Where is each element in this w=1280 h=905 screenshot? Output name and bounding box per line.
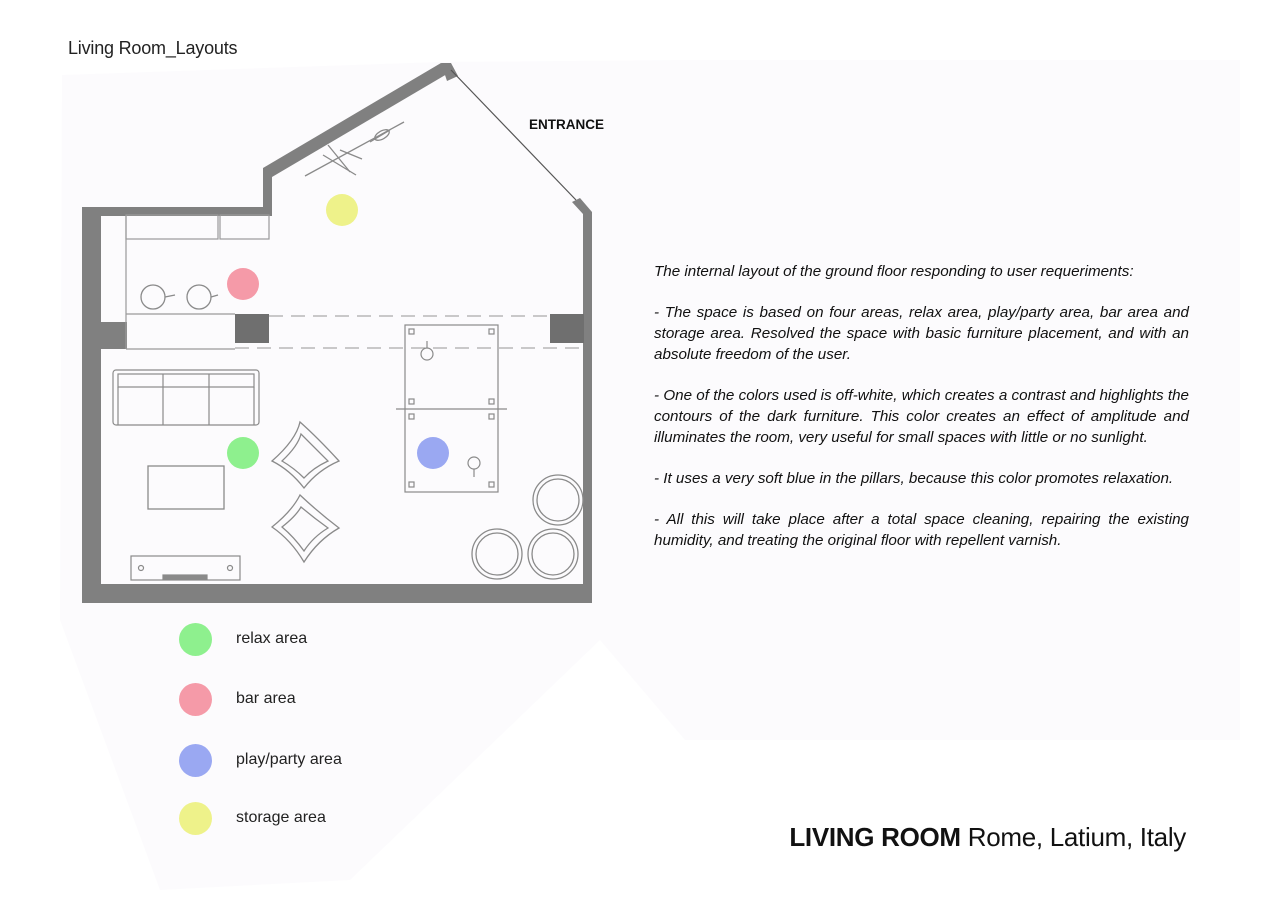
description-paragraph: - All this will take place after a total space cleaning, repairing the existing humidity, and treating the original floor with repellent varnish. xyxy=(654,511,1189,550)
legend-item-relax xyxy=(179,622,308,656)
legend-item-play xyxy=(179,743,342,777)
legend-label-storage: storage area xyxy=(236,809,326,826)
pillar-right xyxy=(550,314,584,343)
wall-bottom xyxy=(82,584,592,603)
description-paragraph: - The space is based on four areas, relax area, play/party area, bar area and storage area. Resolved the space with basic furniture placement, and with an absolute freedom of the user. xyxy=(654,304,1189,363)
wall-right xyxy=(583,212,592,603)
pillar-left xyxy=(235,314,269,343)
footer-title-location: Rome, Latium, Italy xyxy=(960,822,1186,852)
legend-swatch-storage xyxy=(179,802,212,835)
description-paragraph: - One of the colors used is off-white, which creates a contrast and highlights the contours of the dark furniture. This color creates an effect of amplitude and illuminates the room, very useful for small spaces with little or no sunlight. xyxy=(654,387,1189,446)
relax-area-marker xyxy=(227,437,259,469)
play-area-marker xyxy=(417,437,449,469)
wall-left-pillar xyxy=(101,322,127,349)
legend-item-storage xyxy=(179,801,326,835)
legend-label-relax: relax area xyxy=(236,630,308,647)
storage-area-marker xyxy=(326,194,358,226)
legend-item-bar xyxy=(179,682,296,716)
footer-title-bold: LIVING ROOM xyxy=(789,822,961,852)
legend-swatch-play xyxy=(179,744,212,777)
footer-title xyxy=(789,822,1186,853)
description-paragraph: - It uses a very soft blue in the pillars, because this color promotes relaxation. xyxy=(654,469,1174,487)
page-title: Living Room_Layouts xyxy=(68,38,238,58)
description xyxy=(654,262,1189,572)
legend-swatch-bar xyxy=(179,683,212,716)
legend-swatch-relax xyxy=(179,623,212,656)
description-intro: The internal layout of the ground floor responding to user requeriments: xyxy=(654,263,1134,280)
legend-label-bar: bar area xyxy=(236,690,296,707)
bar-area-marker xyxy=(227,268,259,300)
legend-label-play: play/party area xyxy=(236,751,342,768)
wall-left xyxy=(82,207,101,603)
entrance-label: ENTRANCE xyxy=(529,117,605,132)
